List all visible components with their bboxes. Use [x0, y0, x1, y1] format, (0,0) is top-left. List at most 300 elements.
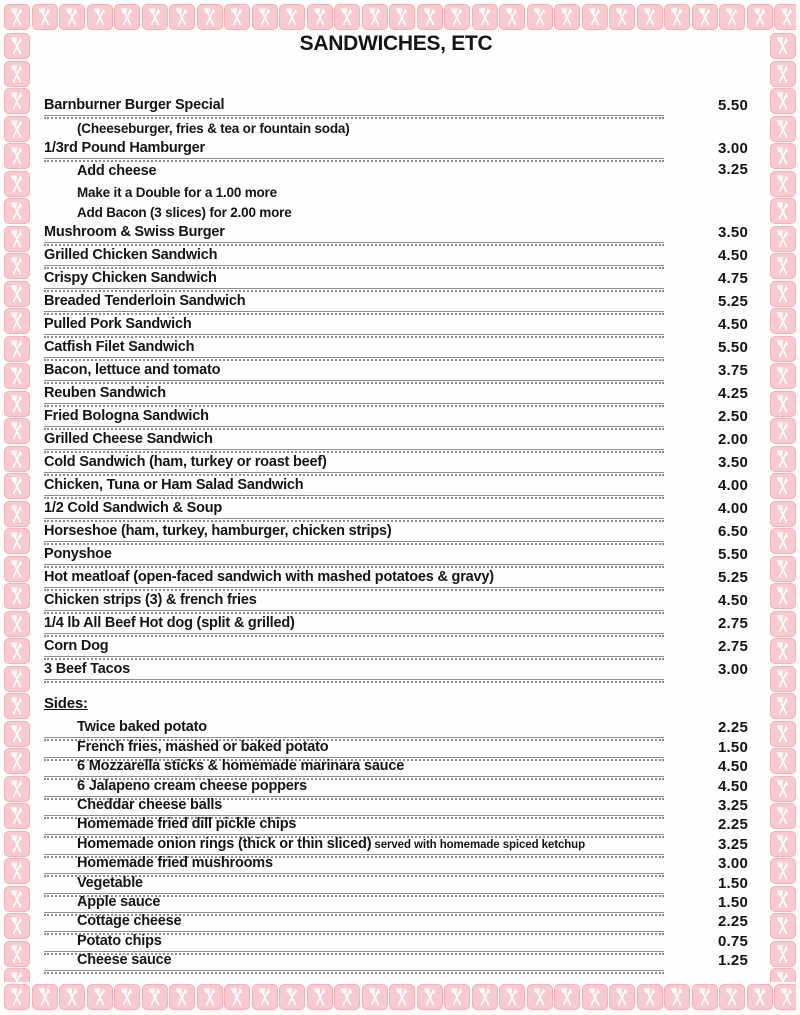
item-price: 2.50: [718, 408, 748, 425]
fork-knife-tile: [770, 886, 796, 912]
fork-knife-tile: [770, 556, 796, 582]
menu-item-row: [44, 136, 748, 159]
border-strip-top: [4, 4, 796, 31]
fork-knife-tile: [87, 984, 113, 1010]
item-price: 3.00: [718, 140, 748, 157]
fork-knife-tile: [417, 984, 443, 1010]
fork-knife-icon: [365, 7, 385, 27]
item-name-line: [44, 545, 664, 565]
fork-knife-icon: [7, 256, 27, 276]
item-price: 3.50: [718, 224, 748, 241]
item-name: Barnburner Burger Special: [44, 97, 225, 113]
fork-knife-tile: [4, 501, 30, 527]
sides-list: [44, 719, 748, 971]
fork-knife-icon: [773, 256, 793, 276]
item-name: Add cheese: [77, 163, 157, 179]
item-name-line: [44, 338, 664, 358]
fork-knife-tile: [770, 308, 796, 334]
menu-item-row: [44, 719, 748, 738]
fork-knife-tile: [527, 4, 553, 30]
fork-knife-icon: [255, 7, 275, 27]
item-name-line: [44, 476, 664, 496]
fork-knife-tile: [472, 4, 498, 30]
fork-knife-tile: [770, 968, 796, 982]
fork-knife-icon: [7, 987, 27, 1007]
fork-knife-tile: [719, 984, 745, 1010]
item-name: Homemade fried mushrooms: [77, 855, 273, 872]
fork-knife-tile: [770, 693, 796, 719]
fork-knife-icon: [7, 394, 27, 414]
fork-knife-icon: [773, 669, 793, 689]
menu-item-row: [44, 312, 748, 335]
menu-item-row: [44, 634, 748, 657]
item-name-line: [44, 738, 664, 758]
fork-knife-tile: [582, 984, 608, 1010]
fork-knife-tile: [4, 4, 30, 30]
fork-knife-icon: [7, 421, 27, 441]
item-name-line: [44, 932, 664, 952]
menu-item-row: [44, 894, 748, 913]
menu-item-row: [44, 913, 748, 932]
item-price: 4.50: [718, 758, 748, 776]
fork-knife-icon: [502, 7, 522, 27]
item-suffix: served with homemade spiced ketchup: [371, 838, 586, 851]
fork-knife-tile: [4, 391, 30, 417]
fork-knife-tile: [87, 4, 113, 30]
border-strip-bottom: [4, 984, 796, 1011]
item-name: Corn Dog: [44, 638, 109, 654]
fork-knife-tile: [770, 913, 796, 939]
fork-knife-icon: [145, 987, 165, 1007]
item-name-line: [44, 96, 664, 116]
item-name-line: [44, 835, 664, 855]
item-name-line: [44, 815, 664, 835]
item-name: Grilled Chicken Sandwich: [44, 247, 218, 263]
fork-knife-tile: [307, 984, 333, 1010]
item-price: 3.75: [718, 362, 748, 379]
item-name-line: [44, 854, 664, 874]
fork-knife-icon: [695, 987, 715, 1007]
item-name-line: [44, 246, 664, 266]
item-price: 5.25: [718, 293, 748, 310]
fork-knife-tile: [389, 984, 415, 1010]
fork-knife-tile: [114, 4, 140, 30]
fork-knife-icon: [773, 696, 793, 716]
fork-knife-icon: [420, 7, 440, 27]
fork-knife-icon: [392, 7, 412, 27]
fork-knife-icon: [557, 987, 577, 1007]
fork-knife-tile: [4, 556, 30, 582]
item-price: 2.75: [718, 638, 748, 655]
fork-knife-icon: [773, 311, 793, 331]
fork-knife-tile: [609, 984, 635, 1010]
fork-knife-icon: [420, 987, 440, 1007]
item-price: 1.50: [718, 874, 748, 892]
fork-knife-icon: [7, 119, 27, 139]
fork-knife-icon: [310, 7, 330, 27]
fork-knife-tile: [4, 886, 30, 912]
fork-knife-icon: [773, 586, 793, 606]
fork-knife-icon: [773, 834, 793, 854]
item-name: Horseshoe (ham, turkey, hamburger, chicken strips): [44, 523, 392, 539]
fork-knife-tile: [770, 143, 796, 169]
fork-knife-icon: [90, 987, 110, 1007]
fork-knife-tile: [692, 984, 718, 1010]
fork-knife-icon: [447, 987, 467, 1007]
menu-item-row: [44, 289, 748, 312]
fork-knife-tile: [770, 611, 796, 637]
fork-knife-icon: [7, 311, 27, 331]
menu-item-row: [44, 932, 748, 951]
fork-knife-tile: [770, 941, 796, 967]
fork-knife-icon: [722, 7, 742, 27]
fork-knife-tile: [770, 831, 796, 857]
menu-page: [44, 30, 748, 983]
fork-knife-icon: [773, 119, 793, 139]
fork-knife-tile: [197, 4, 223, 30]
menu-item-row: [44, 952, 748, 971]
menu-item-row: [44, 588, 748, 611]
fork-knife-tile: [637, 4, 663, 30]
fork-knife-tile: [774, 984, 796, 1010]
fork-knife-icon: [200, 7, 220, 27]
item-name-line: [44, 453, 664, 473]
fork-knife-icon: [117, 7, 137, 27]
item-name: Potato chips: [77, 932, 162, 949]
fork-knife-icon: [722, 987, 742, 1007]
fork-knife-tile: [252, 984, 278, 1010]
item-price: 3.00: [718, 661, 748, 678]
fork-knife-tile: [4, 776, 30, 802]
fork-knife-icon: [282, 987, 302, 1007]
item-name: Crispy Chicken Sandwich: [44, 270, 217, 286]
fork-knife-tile: [609, 4, 635, 30]
fork-knife-tile: [279, 4, 305, 30]
item-name-line: [44, 223, 664, 243]
fork-knife-tile: [499, 984, 525, 1010]
fork-knife-tile: [4, 88, 30, 114]
fork-knife-tile: [637, 984, 663, 1010]
item-name-line: [44, 614, 664, 634]
menu-item-row: [44, 220, 748, 243]
fork-knife-icon: [585, 987, 605, 1007]
fork-knife-tile: [770, 721, 796, 747]
fork-knife-icon: [7, 449, 27, 469]
fork-knife-icon: [7, 889, 27, 909]
item-name-line: [44, 269, 664, 289]
fork-knife-icon: [7, 201, 27, 221]
fork-knife-tile: [4, 638, 30, 664]
item-name: Cottage cheese: [77, 913, 182, 930]
fork-knife-tile: [770, 583, 796, 609]
menu-item-row: [44, 381, 748, 404]
item-name-line: [44, 315, 664, 335]
fork-knife-tile: [770, 281, 796, 307]
fork-knife-icon: [172, 987, 192, 1007]
fork-knife-tile: [4, 198, 30, 224]
fork-knife-icon: [773, 559, 793, 579]
fork-knife-icon: [773, 284, 793, 304]
fork-knife-tile: [4, 171, 30, 197]
fork-knife-tile: [114, 984, 140, 1010]
menu-item-row: [44, 874, 748, 893]
item-price: 4.50: [718, 592, 748, 609]
fork-knife-icon: [7, 916, 27, 936]
fork-knife-icon: [640, 7, 660, 27]
fork-knife-tile: [770, 666, 796, 692]
fork-knife-icon: [7, 641, 27, 661]
item-name: Breaded Tenderloin Sandwich: [44, 293, 246, 309]
fork-knife-icon: [145, 7, 165, 27]
item-price: 4.00: [718, 477, 748, 494]
item-name: Ponyshoe: [44, 546, 112, 562]
fork-knife-icon: [502, 987, 522, 1007]
fork-knife-tile: [770, 858, 796, 884]
fork-knife-icon: [7, 751, 27, 771]
fork-knife-tile: [554, 4, 580, 30]
fork-knife-tile: [197, 984, 223, 1010]
fork-knife-tile: [4, 33, 30, 59]
fork-knife-tile: [664, 4, 690, 30]
item-name: Homemade onion rings (thick or thin sliced): [77, 835, 372, 852]
menu-item-row: [44, 159, 748, 180]
fork-knife-tile: [4, 941, 30, 967]
menu-item-row: [44, 93, 748, 116]
fork-knife-tile: [444, 984, 470, 1010]
fork-knife-icon: [7, 779, 27, 799]
item-name-line: [44, 777, 664, 797]
fork-knife-tile: [770, 473, 796, 499]
item-price: 3.25: [718, 161, 748, 178]
item-name-line: [44, 522, 664, 542]
item-name-line: [44, 637, 664, 657]
menu-item-row: [44, 835, 748, 854]
menu-item-row: [44, 738, 748, 757]
item-price: 3.50: [718, 454, 748, 471]
menu-item-note-row: [44, 180, 748, 200]
fork-knife-icon: [7, 531, 27, 551]
fork-knife-icon: [750, 7, 770, 27]
fork-knife-tile: [4, 363, 30, 389]
page-title: SANDWICHES, ETC: [299, 32, 493, 55]
fork-knife-icon: [773, 421, 793, 441]
fork-knife-tile: [4, 803, 30, 829]
item-name: Cheese sauce: [77, 952, 172, 969]
fork-knife-tile: [169, 4, 195, 30]
fork-knife-icon: [773, 36, 793, 56]
fork-knife-icon: [7, 36, 27, 56]
item-price: 3.00: [718, 855, 748, 873]
fork-knife-tile: [747, 4, 773, 30]
item-name: Cheddar cheese balls: [77, 796, 223, 813]
item-name: 6 Mozzarella sticks & homemade marinara sauce: [77, 758, 405, 775]
fork-knife-icon: [585, 7, 605, 27]
fork-knife-tile: [4, 473, 30, 499]
menu-item-row: [44, 565, 748, 588]
item-name-line: [44, 139, 664, 159]
item-name-line: [44, 796, 664, 816]
item-name: Chicken, Tuna or Ham Salad Sandwich: [44, 477, 304, 493]
fork-knife-tile: [4, 143, 30, 169]
fork-knife-tile: [770, 418, 796, 444]
fork-knife-tile: [4, 61, 30, 87]
fork-knife-tile: [770, 88, 796, 114]
item-name: Vegetable: [77, 874, 143, 891]
fork-knife-icon: [35, 987, 55, 1007]
item-price: 4.50: [718, 247, 748, 264]
item-price: 4.50: [718, 316, 748, 333]
menu-item-row: [44, 855, 748, 874]
fork-knife-tile: [4, 116, 30, 142]
item-price: 5.50: [718, 97, 748, 114]
fork-knife-icon: [773, 971, 793, 982]
item-price: 1.50: [718, 738, 748, 756]
fork-knife-icon: [773, 394, 793, 414]
fork-knife-icon: [773, 614, 793, 634]
fork-knife-icon: [62, 7, 82, 27]
menu-item-note-row: [44, 200, 748, 220]
fork-knife-icon: [7, 944, 27, 964]
fork-knife-tile: [4, 281, 30, 307]
border-strip-right: [770, 33, 797, 982]
fork-knife-icon: [7, 174, 27, 194]
fork-knife-tile: [4, 308, 30, 334]
fork-knife-icon: [35, 7, 55, 27]
fork-knife-icon: [337, 987, 357, 1007]
item-name-line: [44, 384, 664, 404]
fork-knife-icon: [7, 284, 27, 304]
fork-knife-tile: [770, 198, 796, 224]
fork-knife-icon: [612, 987, 632, 1007]
fork-knife-tile: [719, 4, 745, 30]
fork-knife-tile: [770, 803, 796, 829]
fork-knife-icon: [200, 987, 220, 1007]
fork-knife-icon: [227, 7, 247, 27]
fork-knife-icon: [282, 7, 302, 27]
fork-knife-icon: [7, 559, 27, 579]
fork-knife-icon: [7, 586, 27, 606]
fork-knife-tile: [770, 226, 796, 252]
item-name-line: [44, 757, 664, 777]
item-price: 1.25: [718, 952, 748, 970]
item-note: Add Bacon (3 slices) for 2.00 more: [77, 205, 292, 220]
fork-knife-icon: [7, 834, 27, 854]
fork-knife-icon: [773, 641, 793, 661]
item-name: Twice baked potato: [77, 719, 207, 736]
fork-knife-icon: [773, 724, 793, 744]
item-name: Mushroom & Swiss Burger: [44, 224, 225, 240]
fork-knife-icon: [7, 504, 27, 524]
item-name-line: [44, 718, 664, 738]
fork-knife-icon: [7, 971, 27, 982]
fork-knife-icon: [773, 146, 793, 166]
item-name: Apple sauce: [77, 893, 161, 910]
fork-knife-tile: [59, 4, 85, 30]
fork-knife-icon: [475, 7, 495, 27]
item-name-line: [44, 893, 664, 913]
menu-item-row: [44, 450, 748, 473]
fork-knife-tile: [4, 418, 30, 444]
item-price: 2.00: [718, 431, 748, 448]
fork-knife-icon: [7, 64, 27, 84]
fork-knife-icon: [530, 7, 550, 27]
fork-knife-tile: [4, 226, 30, 252]
fork-knife-tile: [4, 446, 30, 472]
menu-item-row: [44, 657, 748, 680]
menu-item-row: [44, 335, 748, 358]
fork-knife-tile: [770, 363, 796, 389]
item-name-line: [44, 292, 664, 312]
fork-knife-tile: [169, 984, 195, 1010]
item-name-line: [44, 912, 664, 932]
item-name-line: [44, 660, 664, 680]
item-name: Chicken strips (3) & french fries: [44, 592, 257, 608]
fork-knife-tile: [774, 4, 796, 30]
item-name-line: [44, 361, 664, 381]
item-name-line: [44, 951, 664, 971]
fork-knife-icon: [773, 229, 793, 249]
item-price: 2.25: [718, 816, 748, 834]
menu-list: [44, 93, 748, 680]
fork-knife-icon: [773, 504, 793, 524]
fork-knife-tile: [362, 984, 388, 1010]
fork-knife-tile: [224, 4, 250, 30]
sides-heading: Sides:: [44, 695, 88, 712]
menu-item-row: [44, 797, 748, 816]
fork-knife-icon: [7, 476, 27, 496]
fork-knife-tile: [4, 666, 30, 692]
item-name: 1/2 Cold Sandwich & Soup: [44, 500, 223, 516]
fork-knife-tile: [527, 984, 553, 1010]
menu-item-row: [44, 427, 748, 450]
fork-knife-tile: [770, 171, 796, 197]
fork-knife-icon: [773, 64, 793, 84]
item-name: French fries, mashed or baked potato: [77, 738, 329, 755]
item-price: 4.75: [718, 270, 748, 287]
fork-knife-tile: [389, 4, 415, 30]
fork-knife-tile: [770, 61, 796, 87]
item-name-line: [44, 874, 664, 894]
fork-knife-icon: [365, 987, 385, 1007]
fork-knife-icon: [777, 987, 796, 1007]
fork-knife-tile: [770, 253, 796, 279]
fork-knife-tile: [224, 984, 250, 1010]
fork-knife-icon: [640, 987, 660, 1007]
fork-knife-icon: [7, 146, 27, 166]
fork-knife-icon: [7, 861, 27, 881]
fork-knife-icon: [172, 7, 192, 27]
fork-knife-tile: [4, 748, 30, 774]
fork-knife-tile: [582, 4, 608, 30]
fork-knife-tile: [59, 984, 85, 1010]
fork-knife-tile: [334, 4, 360, 30]
fork-knife-icon: [773, 889, 793, 909]
fork-knife-tile: [4, 968, 30, 982]
fork-knife-tile: [770, 336, 796, 362]
item-name: 1/4 lb All Beef Hot dog (split & grilled): [44, 615, 295, 631]
fork-knife-icon: [773, 366, 793, 386]
fork-knife-icon: [557, 7, 577, 27]
fork-knife-icon: [227, 987, 247, 1007]
fork-knife-tile: [4, 336, 30, 362]
fork-knife-icon: [773, 449, 793, 469]
fork-knife-tile: [32, 4, 58, 30]
fork-knife-tile: [692, 4, 718, 30]
fork-knife-tile: [770, 748, 796, 774]
fork-knife-icon: [7, 724, 27, 744]
fork-knife-tile: [4, 913, 30, 939]
item-name: Catfish Filet Sandwich: [44, 339, 195, 355]
